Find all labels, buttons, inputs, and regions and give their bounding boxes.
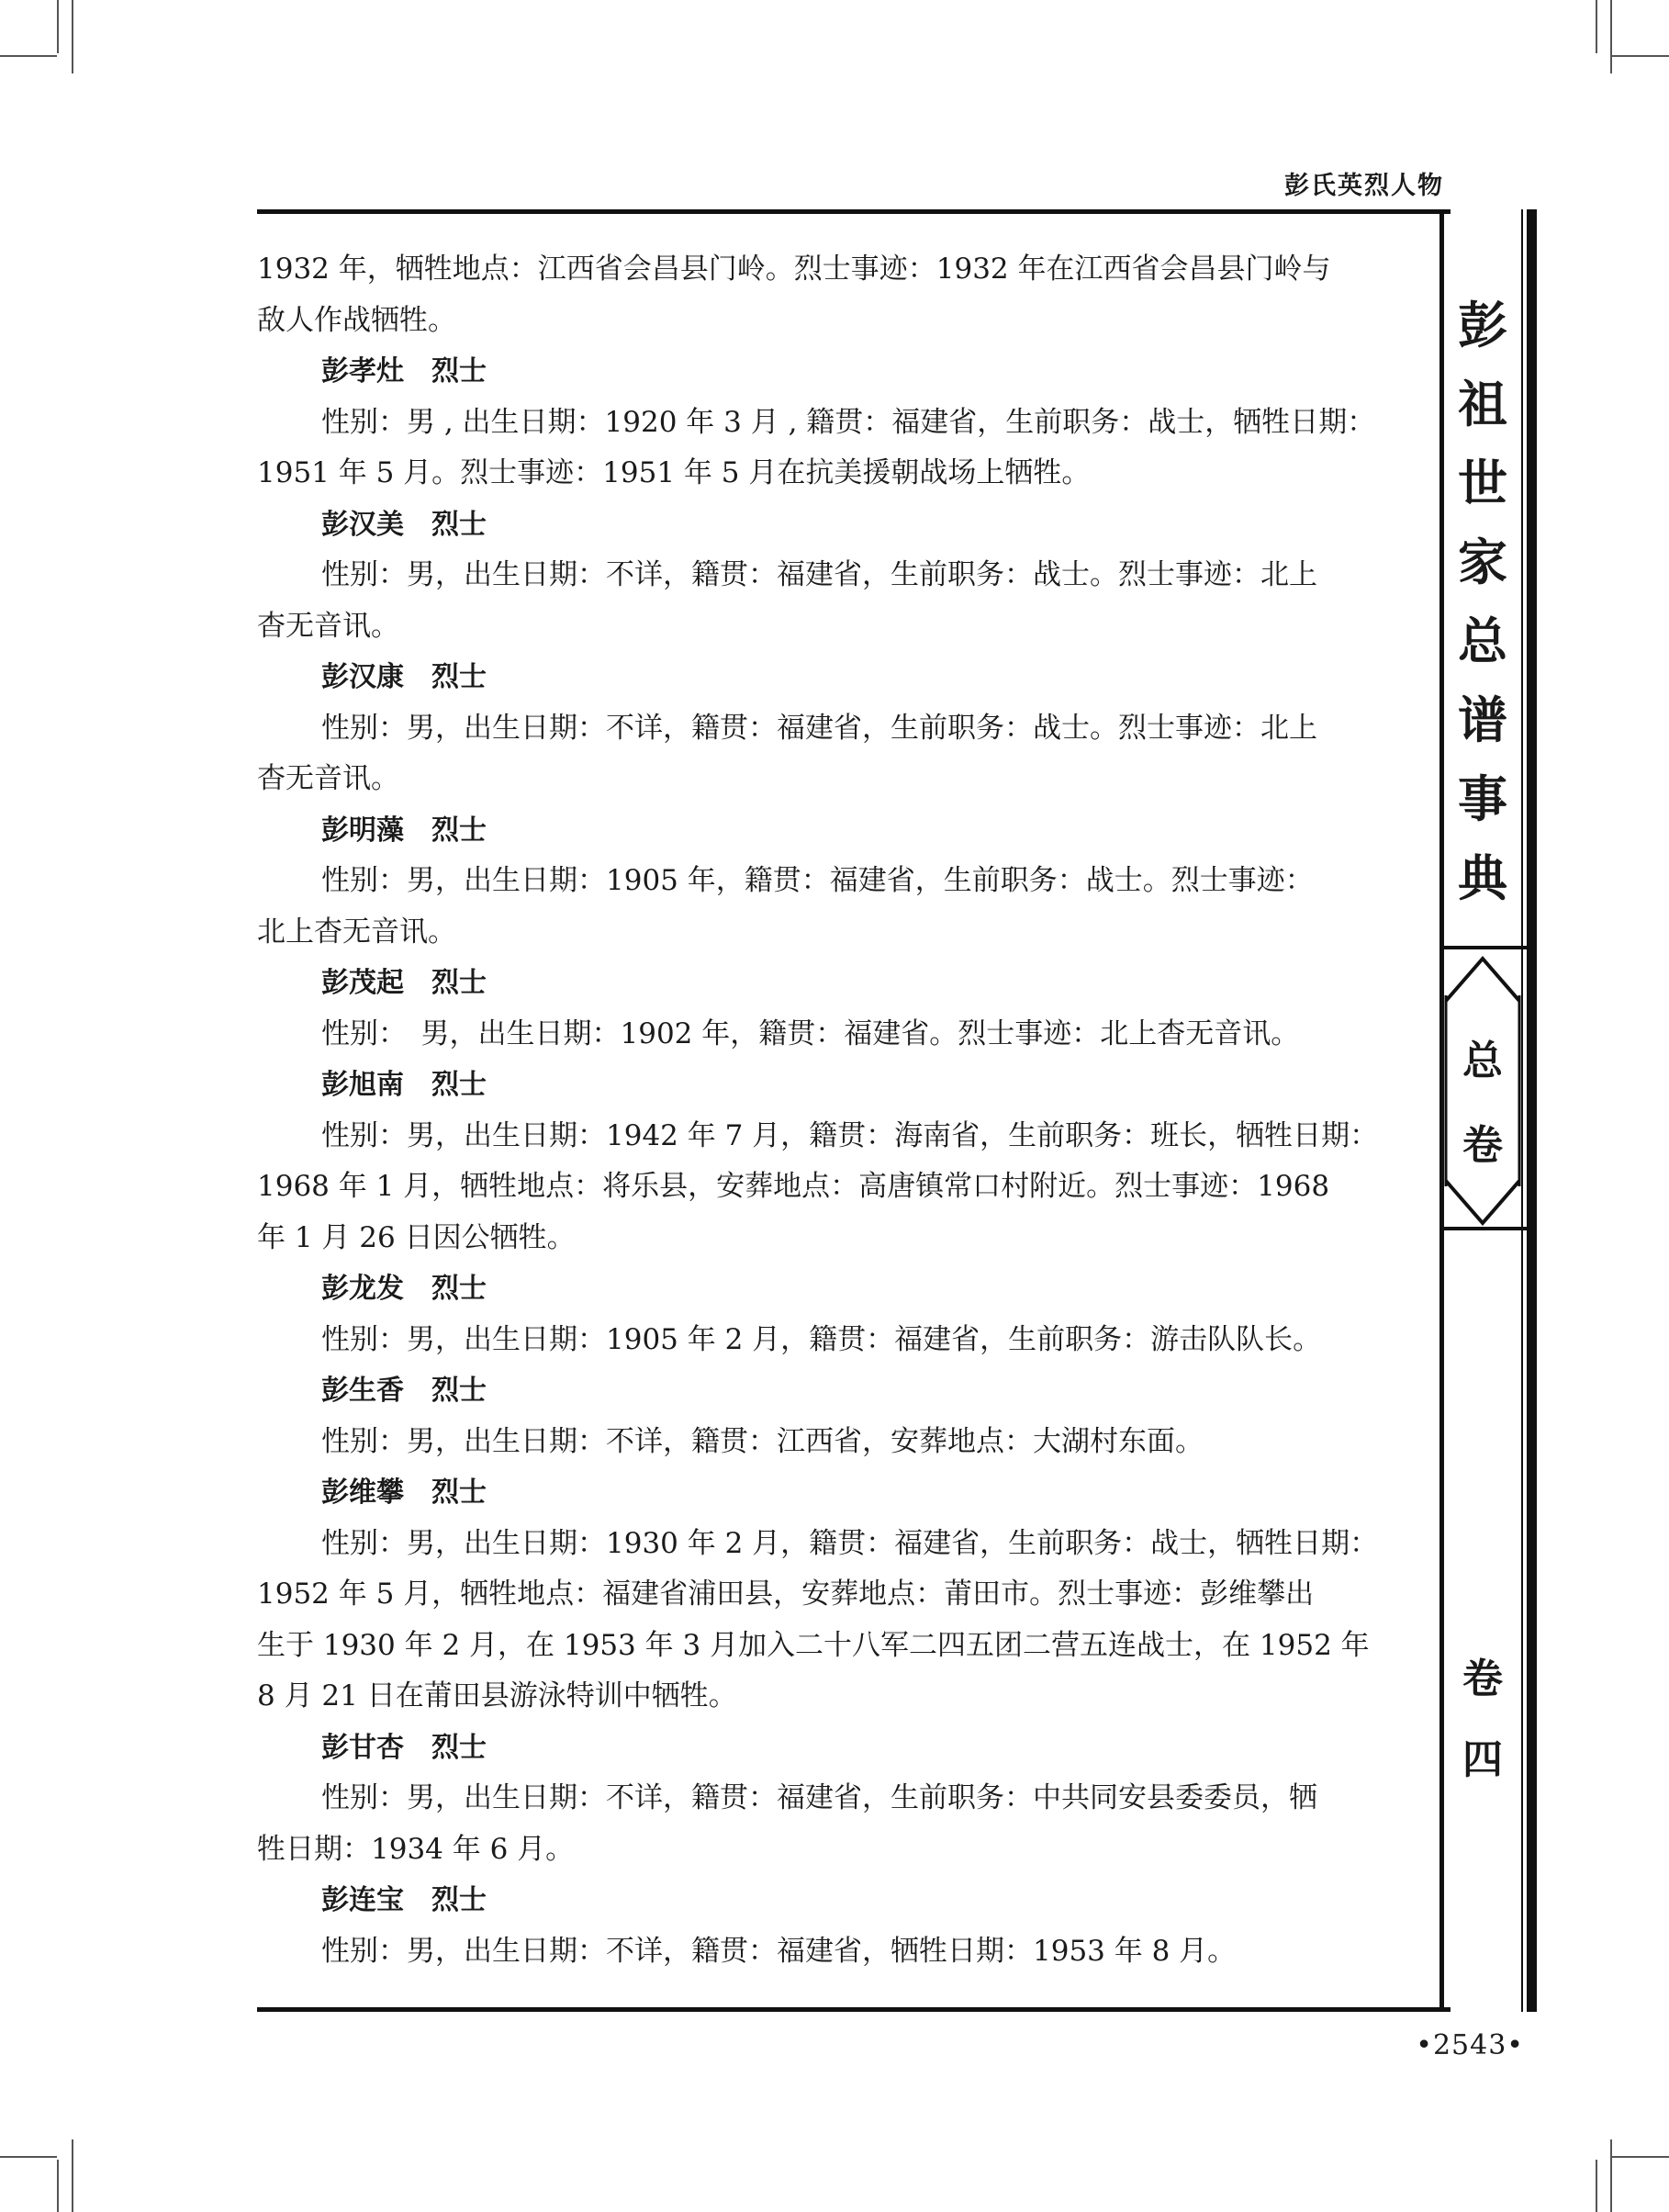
- side-tab-section: [1444, 1019, 1521, 1188]
- body-line: 年 1 月 26 日因公牺牲。: [257, 1220, 576, 1254]
- body-line: 性别：男，出生日期：1905 年，籍贯：福建省，生前职务：战士。烈士事迹：: [321, 864, 1314, 897]
- body-line: 1932 年，牺牲地点：江西省会昌县门岭。烈士事迹：1932 年在江西省会昌县门岭与: [257, 253, 1331, 286]
- body-line: 性别：男，出生日期：不详，籍贯：福建省，牺牲日期：1953 年 8 月。: [321, 1934, 1237, 1968]
- body-line: 性别：男，出生日期：不详，籍贯：福建省，生前职务：战士。烈士事迹：北上: [321, 711, 1317, 745]
- book-title-char: 谱: [1458, 691, 1507, 749]
- entry-heading: 彭龙发 烈士: [321, 1273, 487, 1305]
- side-tab-frame-right-inner: [1521, 209, 1523, 2012]
- book-title-char: 祖: [1458, 376, 1507, 433]
- running-header: 彭氏英烈人物: [1284, 172, 1444, 200]
- body-line: 性别：男，出生日期：不详，籍贯：江西省，安葬地点：大湖村东面。: [321, 1424, 1204, 1458]
- crop-mark: [1596, 2160, 1597, 2212]
- volume-char: 四: [1462, 1736, 1503, 1783]
- book-title-char: 总: [1458, 612, 1507, 670]
- body-line: 性别：男，出生日期：1942 年 7 月，籍贯：海南省，生前职务：班长，牺牲日期：: [321, 1118, 1379, 1152]
- book-title-char: 家: [1458, 533, 1507, 591]
- crop-mark: [1610, 0, 1612, 73]
- side-tab-volume: [1444, 1639, 1521, 1801]
- section-char: 卷: [1462, 1122, 1503, 1169]
- book-title-char: 典: [1458, 849, 1507, 907]
- body-line: 性别： 男，出生日期：1902 年，籍贯：福建省。烈士事迹：北上杳无音讯。: [321, 1016, 1300, 1050]
- entry-heading: 彭孝灶 烈士: [321, 355, 487, 387]
- body-line: 1968 年 1 月，牺牲地点：将乐县，安葬地点：高唐镇常口村附近。烈士事迹：1968: [257, 1170, 1330, 1203]
- side-tab-frame-right: [1527, 209, 1537, 2012]
- body-line: 性别：男，出生日期：不详，籍贯：福建省，生前职务：中共同安县委委员，牺: [321, 1781, 1317, 1814]
- body-line: 杳无音讯。: [257, 762, 399, 795]
- body-line: 性别：男 , 出生日期：1920 年 3 月 , 籍贯：福建省，生前职务：战士，牺牲日期：: [321, 405, 1376, 439]
- bottom-rule: [257, 2007, 1451, 2012]
- section-char: 总: [1462, 1038, 1503, 1084]
- entry-heading: 彭旭南 烈士: [321, 1069, 487, 1101]
- book-title-char: 世: [1458, 455, 1507, 512]
- crop-mark: [72, 0, 73, 73]
- volume-char: 卷: [1462, 1656, 1503, 1702]
- side-tab-book-title: [1444, 286, 1521, 918]
- book-title-char: 彭: [1458, 297, 1507, 354]
- crop-mark: [1612, 2156, 1669, 2158]
- crop-mark: [0, 55, 57, 57]
- body-line: 生于 1930 年 2 月，在 1953 年 3 月加入二十八军二四五团二营五连战士，在 1952 年: [257, 1628, 1370, 1662]
- entry-heading: 彭汉康 烈士: [321, 661, 487, 693]
- side-tab-divider: [1439, 946, 1537, 949]
- body-line: 1952 年 5 月，牺牲地点：福建省浦田县，安葬地点：莆田市。烈士事迹：彭维攀出: [257, 1578, 1315, 1611]
- body-text: [257, 244, 1395, 1977]
- body-line: 性别：男，出生日期：1905 年 2 月，籍贯：福建省，生前职务：游击队队长。: [321, 1322, 1322, 1356]
- entry-heading: 彭维攀 烈士: [321, 1477, 487, 1509]
- body-line: 1951 年 5 月。烈士事迹：1951 年 5 月在抗美援朝战场上牺牲。: [257, 456, 1091, 489]
- side-tab-divider: [1439, 1227, 1537, 1230]
- entry-heading: 彭明藻 烈士: [321, 814, 487, 847]
- body-line: 牲日期：1934 年 6 月。: [257, 1832, 575, 1866]
- entry-heading: 彭茂起 烈士: [321, 967, 487, 999]
- body-line: 性别：男，出生日期：1930 年 2 月，籍贯：福建省，生前职务：战士，牺牲日期：: [321, 1526, 1379, 1560]
- crop-mark: [1612, 55, 1669, 57]
- body-line: 敌人作战牺牲。: [257, 303, 456, 337]
- crop-mark: [57, 0, 59, 53]
- crop-mark: [0, 2156, 57, 2158]
- crop-mark: [72, 2139, 73, 2212]
- body-line: 性别：男，出生日期：不详，籍贯：福建省，生前职务：战士。烈士事迹：北上: [321, 558, 1317, 591]
- body-line: 北上杳无音讯。: [257, 915, 456, 949]
- body-line: 杳无音讯。: [257, 609, 399, 643]
- body-line: 8 月 21 日在莆田县游泳特训中牺牲。: [257, 1679, 737, 1712]
- crop-mark: [57, 2160, 59, 2212]
- crop-mark: [1610, 2139, 1612, 2212]
- crop-mark: [1596, 0, 1597, 53]
- book-title-char: 事: [1458, 770, 1507, 828]
- page-number: •2543•: [1416, 2029, 1524, 2061]
- entry-heading: 彭甘杏 烈士: [321, 1731, 487, 1764]
- entry-heading: 彭生香 烈士: [321, 1375, 487, 1407]
- entry-heading: 彭连宝 烈士: [321, 1884, 487, 1916]
- entry-heading: 彭汉美 烈士: [321, 508, 487, 541]
- top-rule: [257, 209, 1451, 214]
